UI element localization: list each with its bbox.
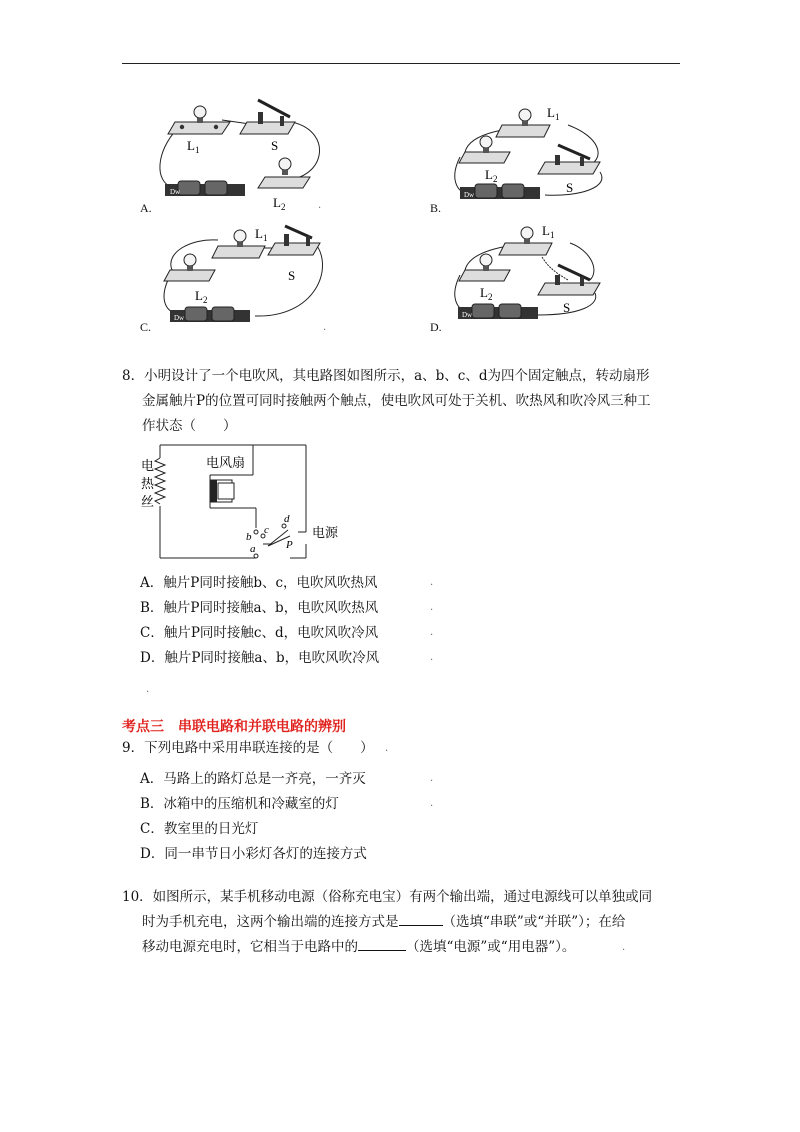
contact-a: a <box>250 543 256 555</box>
q8-line-3: 作状态（ ） <box>142 418 237 434</box>
q9-stem: 9．下列电路中采用串联连接的是（ ） <box>122 740 374 756</box>
fig-c-l2: $L_2$ <box>195 288 208 305</box>
battery-label: Dw <box>174 314 185 322</box>
section-title: 串联电路和并联电路的辨别 <box>178 719 346 735</box>
fig-b-switch-label: S <box>566 180 574 195</box>
q9-choice-c: C．教室里的日光灯 <box>140 821 259 837</box>
circuit-figure-b <box>450 97 620 212</box>
dot-marker: . <box>622 942 626 953</box>
fan-label: 电风扇 <box>206 455 246 470</box>
battery-label: Dw <box>462 311 473 319</box>
heater-label-3: 丝 <box>141 494 155 509</box>
q9-choice-b: B．冰箱中的压缩机和冷藏室的灯 <box>140 796 339 812</box>
battery-label: Dw <box>170 188 181 196</box>
q8-line-1: 8．小明设计了一个电吹风，其电路图如图所示，a、b、c、d为四个固定触点，转动扇形 <box>122 368 650 384</box>
question-10-stem <box>122 885 682 960</box>
dot-marker: . <box>318 200 322 211</box>
question-9-stem <box>122 736 682 761</box>
answer-blank-1[interactable] <box>399 911 443 926</box>
dot-marker: . <box>430 627 434 638</box>
fig-a-letter: A. <box>140 201 152 215</box>
q8-line-2: 金属触片P的位置可同时接触两个触点，使电吹风可处于关机、吹热风和吹冷风三种工 <box>142 393 651 409</box>
heater-label-1: 电 <box>141 458 155 473</box>
fig-b-letter: B. <box>430 201 442 215</box>
circuit-figure-c <box>160 218 340 330</box>
section-label: 考点三 <box>122 719 164 735</box>
dot-marker: . <box>146 684 150 695</box>
q10-line-2: 时为手机充电，这两个输出端的连接方式是 （选填“串联”或“并联”）；在给 <box>122 910 682 935</box>
q8-choice-a: A．触片P同时接触b、c，电吹风吹热风 <box>140 575 378 591</box>
battery-label: Dw <box>464 191 475 199</box>
dot-marker: . <box>430 798 434 809</box>
circuit-figure-d <box>450 215 620 330</box>
fig-a-l2: $L_2$ <box>273 195 286 212</box>
heater-label-2: 热 <box>141 476 155 491</box>
fig-a-switch-label: S <box>271 138 279 153</box>
fig-c-l1: $L_1$ <box>255 226 268 243</box>
fig-b-l1: $L_1$ <box>547 105 560 122</box>
fig-c-letter: C. <box>140 320 152 334</box>
q10-line-3: 移动电源充电时，它相当于电路中的 （选填“电源”或“用电器”）。 <box>122 935 682 960</box>
dot-marker: . <box>323 322 327 333</box>
q8-choice-c: C．触片P同时接触c、d，电吹风吹冷风 <box>140 625 379 641</box>
dot-marker: . <box>430 652 434 663</box>
fig-d-l1: $L_1$ <box>542 223 555 240</box>
fig-d-switch-label: S <box>563 300 571 315</box>
q9-choice-a: A．马路上的路灯总是一齐亮，一齐灭 <box>140 771 366 787</box>
q8-choice-b: B．触片P同时接触a、b，电吹风吹热风 <box>140 600 379 616</box>
slider-p: P <box>286 539 293 551</box>
fig-c-switch-label: S <box>288 268 296 283</box>
dot-marker: . <box>430 773 434 784</box>
power-source-label: 电源 <box>312 525 339 540</box>
q10-line-1: 10．如图所示，某手机移动电源（俗称充电宝）有两个输出端，通过电源线可以单独或同 <box>122 889 653 905</box>
dot-marker: . <box>430 577 434 588</box>
question-8-stem <box>122 364 682 439</box>
circuit-figure-a <box>150 92 340 216</box>
fig-b-l2: $L_2$ <box>485 167 498 184</box>
section-heading <box>122 716 360 736</box>
q8-choice-d: D．触片P同时接触a、b，电吹风吹冷风 <box>140 650 380 666</box>
fig-d-l2: $L_2$ <box>480 285 493 302</box>
dot-marker: . <box>430 602 434 613</box>
contact-c: c <box>264 524 269 536</box>
contact-b: b <box>246 531 252 543</box>
header-rule <box>122 63 680 64</box>
contact-d: d <box>284 513 290 525</box>
fig-a-l1: $L_1$ <box>187 138 200 155</box>
q9-choice-d: D．同一串节日小彩灯各灯的连接方式 <box>140 846 367 862</box>
fig-d-letter: D. <box>430 320 442 334</box>
hair-dryer-circuit-diagram <box>138 440 378 566</box>
dot-marker: . <box>385 743 389 754</box>
answer-blank-2[interactable] <box>358 936 406 951</box>
